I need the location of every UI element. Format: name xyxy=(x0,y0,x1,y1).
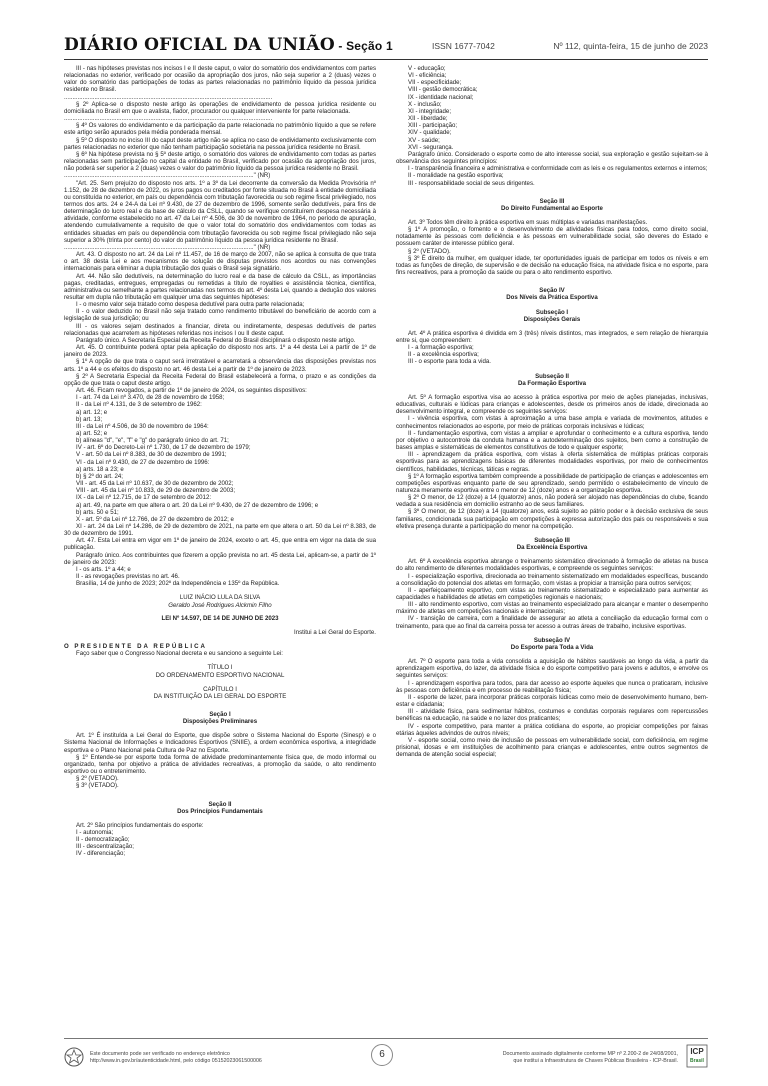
paragraph: III - nas hipóteses previstas nos incisos I e II deste caput, o valor do somatório dos endividamentos com partes relacionadas no exterior, verificado por ocasião da apropriação dos juros, não seja superior a 2 (duas) vezes o valor do somatório das participações de todas as partes relacionadas no patrimônio líquido da pessoa jurídica residente no Brasil. xyxy=(64,65,376,94)
paragraph: § 1º Entende-se por esporte toda forma de atividade predominantemente física que, de modo informal ou organizado, tenha por objetivo a prática de atividades recreativas, a promoção da saúde, o alto rendimento esportivo ou o entretenimento. xyxy=(64,753,376,776)
subsection-name: Disposições Gerais xyxy=(523,315,581,323)
list-item: I - os arts. 1º a 44; e xyxy=(76,565,131,573)
list-item: X - art. 5º da Lei nº 12.766, de 27 de dezembro de 2012; e xyxy=(76,515,234,523)
list-item: XIII - participação; xyxy=(408,122,458,130)
signature-note xyxy=(434,1051,678,1065)
paragraph: § 2º A Secretaria Especial da Receita Federal do Brasil estabelecerá a forma, o prazo e as condições da opção de que trata o caput deste artigo. xyxy=(64,372,376,387)
paragraph: § 2º O menor, de 12 (doze) a 14 (quatorze) anos, não poderá ser alojado nas dependências do clube, ficando vedada a sua residência em domicílio estranho ao de seus familiares. xyxy=(396,494,708,509)
page-footer xyxy=(64,1038,708,1070)
paragraph: Parágrafo único. Aos contribuintes que fizerem a opção prevista no art. 45 desta Lei, aplicam-se, a partir de 1º de janeiro de 2023: xyxy=(64,551,376,566)
paragraph: § 2º (VETADO). xyxy=(76,775,119,783)
paragraph: Art. 6º A excelência esportiva abrange o treinamento sistemático direcionado à formação de atletas na busca do alto rendimento de diferentes modalidades esportivas, e compreende os seguintes serviços: xyxy=(396,558,708,573)
chapter-heading: CAPÍTULO I xyxy=(203,685,237,693)
paragraph: I - o mesmo valor seja tratado como despesa dedutível para outra parte relacionada; xyxy=(76,301,305,309)
paragraph: § 3º É direito da mulher, em qualquer idade, ter oportunidades iguais de participar em todos os níveis e em todas as funções de direção, de supervisão e de decisão na educação física, na atividade física e no esporte, para fins recreativos, para a promoção da saúde ou para o alto rendimento esportivo. xyxy=(396,254,708,277)
list-item: I - art. 74 da Lei nº 3.470, de 28 de novembro de 1958; xyxy=(76,394,225,402)
list-item: I - a formação esportiva; xyxy=(408,344,474,352)
svg-text:ICP: ICP xyxy=(690,1047,704,1056)
paragraph: Faço saber que o Congresso Nacional decreta e eu sanciono a seguinte Lei: xyxy=(76,650,283,658)
page-header xyxy=(64,30,708,60)
list-item: I - especialização esportiva, direcionada ao treinamento sistematizado em modalidades específicas, buscando a consolidação do potencial dos atletas em formação, com vistas a propiciar a transição para outros serviços; xyxy=(396,572,708,587)
section-label: - Seção 1 xyxy=(334,39,393,53)
subsection-heading: Subseção I xyxy=(535,308,569,316)
paragraph: Art. 44. Não são dedutíveis, na determinação do lucro real e da base de cálculo da CSLL, as importâncias pagas, creditadas, entregues, empregadas ou remetidas a título de royalties e assistência técnica, científica, administrativa ou semelhante a partes relacionadas nos termos do art. 4º desta Lei, quando a dedução dos valores resultar em dupla não tributação em qualquer uma das seguintes hipóteses: xyxy=(64,272,376,301)
list-item: IX - identidade nacional; xyxy=(408,93,474,101)
ellipsis-line: ................................................................................................................" (NR) xyxy=(64,172,271,180)
paragraph: Art. 5º A formação esportiva visa ao acesso à prática esportiva por meio de ações planejadas, inclusivas, educativas, culturais e lúdicas para crianças e adolescentes, desde os primeiros anos de idade, direcionada ao desenvolvimento integral, e compreende os seguintes serviços: xyxy=(396,393,708,416)
law-title: LEI Nº 14.597, DE 14 DE JUNHO DE 2023 xyxy=(161,614,279,622)
list-item: V - educação; xyxy=(408,65,446,72)
section-heading: Seção III xyxy=(539,197,565,205)
paragraph: § 2º Aplica-se o disposto neste artigo às operações de endividamento de pessoa jurídica residente ou domiciliada no Brasil em que o avalista, fiador, procurador ou qualquer interveniente for parte relacionada. xyxy=(64,100,376,115)
list-item: b) § 2º do art. 24; xyxy=(76,472,123,480)
issue-info: Nº 112, quinta-feira, 15 de junho de 2023 xyxy=(553,41,708,51)
journal-title xyxy=(64,35,393,55)
paragraph: § 1º A promoção, o fomento e o desenvolvimento de atividades físicas para todos, como direito social, notadamente às pessoas com deficiência e às pessoas em vulnerabilidade social, são deveres do Estado e possuem caráter de interesse público geral. xyxy=(396,226,708,248)
left-column xyxy=(64,65,376,1025)
list-item: a) art. 52; e xyxy=(76,429,108,437)
list-item: III - alto rendimento esportivo, com vistas ao treinamento especializado para alcançar e manter o desempenho máximo de atletas em competições nacionais e internacionais; xyxy=(396,601,708,616)
list-item: VII - especificidade; xyxy=(408,79,462,87)
list-item: IV - transição de carreira, com a finalidade de assegurar ao atleta a conciliação da educação formal com o treinamento, para que ao final da carreira possa ter acesso a outras áreas de trabalho, inclusive esportivas. xyxy=(396,615,708,630)
list-item: a) art. 12; e xyxy=(76,408,108,416)
list-item: III - responsabilidade social de seus dirigentes. xyxy=(408,179,535,187)
list-item: VII - art. 45 da Lei nº 10.637, de 30 de dezembro de 2002; xyxy=(76,480,234,488)
section-name: Disposições Preliminares xyxy=(182,718,258,726)
subsection-heading: Subseção III xyxy=(534,536,570,544)
svg-text:Brasil: Brasil xyxy=(690,1058,704,1064)
verification-line: Este documento pode ser verificado no endereço eletrônico xyxy=(90,1051,230,1057)
list-item: II - da Lei nº 4.131, de 3 de setembro de 1962: xyxy=(76,401,202,409)
list-item: IV - art. 6º do Decreto-Lei nº 1.730, de 17 de dezembro de 1979; xyxy=(76,444,251,452)
signature-vice: Geraldo José Rodrigues Alckmin Filho xyxy=(168,601,272,609)
coat-of-arms-icon xyxy=(64,1047,84,1067)
paragraph: § 6º Na hipótese prevista no § 5º deste artigo, o somatório dos valores de endividamento com todas as partes relacionadas sem participação no capital da entidade no Brasil, verificado por ocasião da apropriação dos juros, não poderá ser superior a 2 (duas) vezes o valor do patrimônio líquido da pessoa jurídica residente no Brasil. xyxy=(64,150,376,173)
list-item: V - esporte social, como meio de inclusão de pessoas em vulnerabilidade social, com deficiência, em regime prisional, idosas e em instituições de acolhimento para crianças e adolescentes, entre outros segmentos de demanda de atenção social especial; xyxy=(396,736,708,759)
president-heading: O PRESIDENTE DA REPÚBLICA xyxy=(64,643,207,651)
date-line: Brasília, 14 de junho de 2023; 202º da Independência e 135º da República. xyxy=(76,580,280,588)
list-item: X - inclusão; xyxy=(408,100,442,108)
paragraph: § 2º (VETADO). xyxy=(408,247,451,255)
list-item: a) arts. 18 a 23; e xyxy=(76,465,124,473)
law-ementa: Institui a Lei Geral do Esporte. xyxy=(294,628,376,636)
paragraph: Art. 2º São princípios fundamentais do esporte: xyxy=(76,821,204,829)
list-item: I - aprendizagem esportiva para todos, para dar acesso ao esporte àqueles que nunca o praticaram, inclusive às pessoas com deficiência e em processo de reabilitação física; xyxy=(396,679,708,694)
section-name: Dos Níveis da Prática Esportiva xyxy=(506,294,598,302)
list-item: a) art. 49, na parte em que altera o art. 20 da Lei nº 9.430, de 27 de dezembro de 1996; e xyxy=(76,501,319,509)
signature-line: Documento assinado digitalmente conforme MP nº 2.200-2 de 24/08/2001, xyxy=(502,1051,678,1057)
list-item: I - transparência financeira e administrativa e conformidade com as leis e os regulamentos externos e internos; xyxy=(408,165,708,173)
paragraph: Art. 46. Ficam revogados, a partir de 1º de janeiro de 2024, os seguintes dispositivos: xyxy=(76,387,307,395)
chapter-name: DA INSTITUIÇÃO DA LEI GERAL DO ESPORTE xyxy=(153,692,287,700)
signature-line: que institui a Infraestrutura de Chaves Públicas Brasileira - ICP-Brasil. xyxy=(513,1058,678,1064)
signature-president: LUIZ INÁCIO LULA DA SILVA xyxy=(179,594,261,602)
paragraph: § 4º Os valores do endividamento e da participação da parte relacionada no patrimônio líquido a que se refere este artigo serão apurados pela média ponderada mensal. xyxy=(64,122,376,137)
list-item: I - vivência esportiva, com vistas à aproximação a uma base ampla e variada de movimentos, atitudes e conhecimentos relacionados ao esporte, por meio de práticas corporais inclusivas e lúdicas; xyxy=(396,415,708,430)
paragraph: Parágrafo único. A Secretaria Especial da Receita Federal do Brasil disciplinará o disposto neste artigo. xyxy=(76,336,356,344)
list-item: XIV - qualidade; xyxy=(408,129,452,137)
list-item: VIII - gestão democrática; xyxy=(408,86,478,94)
paragraph: II - o valor deduzido no Brasil não seja tratado como rendimento tributável do beneficiário de acordo com a legislação de sua jurisdição; ou xyxy=(64,308,376,323)
list-item: VI - da Lei nº 9.430, de 27 de dezembro de 1996: xyxy=(76,458,210,466)
ellipsis-line: ................................................................................................................" (NR) xyxy=(64,243,271,251)
section-heading: Seção IV xyxy=(539,287,565,295)
paragraph: § 1º A formação esportiva também compreende a possibilidade de participação de crianças e adolescentes em competições esportivas enquanto parte de seu aprendizado, sendo permitido o estabelecimento de vínculo de natureza meramente esportiva entre o menor de 12 (doze) anos e a organização esportiva. xyxy=(396,472,708,494)
paragraph: Art. 43. O disposto no art. 24 da Lei nº 11.457, de 16 de março de 2007, não se aplica à consulta de que trata o art. 38 desta Lei e aos mecanismos de solução de disputas previstos nos acordos ou nas convenções internacionais para eliminar a dupla tributação dos quais o Brasil seja signatário. xyxy=(64,251,376,273)
verification-note xyxy=(90,1051,360,1065)
list-item: II - aperfeiçoamento esportivo, com vistas ao treinamento sistematizado e especializado para aumentar as capacidades e habilidades de atletas em competições regionais e nacionais; xyxy=(396,586,708,601)
list-item: XI - art. 24 da Lei nº 14.286, de 29 de dezembro de 2021, na parte em que altera o art. 50 da Lei nº 8.383, de 30 de dezembro de 1991. xyxy=(64,523,376,538)
list-item: II - as revogações previstas no art. 46. xyxy=(76,573,180,581)
list-item: III - descentralização; xyxy=(76,843,134,851)
paragraph: Art. 45. O contribuinte poderá optar pela aplicação do disposto nos arts. 1º a 44 desta Lei a partir de 1º de janeiro de 2023. xyxy=(64,344,376,359)
list-item: III - atividade física, para sedimentar hábitos, costumes e condutas corporais regulares com repercussões benéficas na educação, na saúde e no lazer dos praticantes; xyxy=(396,708,708,723)
paragraph: "Art. 25. Sem prejuízo do disposto nos arts. 1º a 3º da Lei decorrente da conversão da Medida Provisória nº 1.152, de 28 de dezembro de 2022, os juros pagos ou creditados por fonte situada no Brasil à entidade domiciliada ou constituída no exterior, em país ou dependência com tributação favorecida ou sob regime fiscal privilegiado, nos termos dos arts. 24 e 24-A da Lei nº 9.430, de 27 de dezembro de 1996, somente serão dedutíveis, para fins de determinação do lucro real e da base de cálculo da CSLL, quando se verifique constituírem despesa necessária à atividade, conforme estabelecido no art. 47 da Lei nº 4.506, de 30 de novembro de 1964, no período de apuração, atendendo cumulativamente a requisito de que o valor total do somatório dos endividamentos com todas as entidades situadas em país ou dependência com tributação favorecida ou sob regime fiscal privilegiado não seja superior a 30% (trinta por cento) do valor do patrimônio líquido da pessoa jurídica residente no Brasil. xyxy=(64,179,376,244)
list-item: b) alíneas "d", "e", "f" e "g" do parágrafo único do art. 71; xyxy=(76,437,229,445)
section-name: Dos Princípios Fundamentais xyxy=(177,807,263,815)
list-item: VI - eficiência; xyxy=(408,72,447,80)
subsection-name: Do Esporte para Toda a Vida xyxy=(510,643,594,651)
list-item: II - fundamentação esportiva, com vistas a ampliar e aprofundar o conhecimento e a cultura esportiva, tendo por objetivo o autocontrole da conduta humana e a autodeterminação dos sujeitos, bem como a construção de bases amplas e sistemáticas de elementos constitutivos de todo e qualquer esporte; xyxy=(396,429,708,452)
list-item: XV - saúde; xyxy=(408,136,440,144)
list-item: b) art. 13; xyxy=(76,415,103,423)
list-item: XII - liberdade; xyxy=(408,115,448,123)
list-item: IX - da Lei nº 12.715, de 17 de setembro de 2012: xyxy=(76,494,212,502)
paragraph: III - os valores sejam destinados a financiar, direta ou indiretamente, despesas dedutíveis de partes relacionadas que acarretem as hipóteses referidas nos incisos I ou II deste caput. xyxy=(64,322,376,337)
ellipsis-line: ........................................................................................................................... xyxy=(64,115,273,123)
subsection-name: Da Formação Esportiva xyxy=(517,379,587,387)
list-item: III - o esporte para toda a vida. xyxy=(408,358,491,366)
paragraph: § 5º O disposto no inciso III do caput deste artigo não se aplica no caso de endividamento exclusivamente com partes relacionadas no exterior que não tenham participação societária na pessoa jurídica residente no Brasil. xyxy=(64,136,376,151)
list-item: IV - diferenciação; xyxy=(76,850,126,858)
section-name: Do Direito Fundamental ao Esporte xyxy=(501,204,603,212)
title-name: DO ORDENAMENTO ESPORTIVO NACIONAL xyxy=(155,671,285,679)
subsection-name: Da Excelência Esportiva xyxy=(516,544,588,552)
list-item: V - art. 50 da Lei nº 8.383, de 30 de dezembro de 1991; xyxy=(76,451,227,459)
list-item: II - a excelência esportiva; xyxy=(408,351,479,359)
list-item: XVI - segurança. xyxy=(408,143,454,151)
section-heading: Seção I xyxy=(209,710,231,718)
list-item: b) arts. 50 e 51; xyxy=(76,508,119,516)
section-heading: Seção II xyxy=(208,800,232,808)
paragraph: Art. 4º A prática esportiva é dividida em 3 (três) níveis distintos, mas integrados, e sem relação de hierarquia entre si, que compreendem: xyxy=(396,329,708,344)
right-column xyxy=(396,65,708,1025)
list-item: IV - esporte competitivo, para manter a prática cotidiana do esporte, ao propiciar competições por faixas etárias àqueles advindos de outros níveis; xyxy=(396,722,708,737)
subsection-heading: Subseção II xyxy=(535,372,569,380)
list-item: III - aprendizagem da prática esportiva, com vistas à oferta sistemática de múltiplas práticas corporais esportivas para as aprendizagens básicas de diferentes modalidades esportivas, por meio de conhecimentos científicos, habilidades, técnicas, táticas e regras. xyxy=(396,451,708,473)
paragraph: Art. 3º Todos têm direito à prática esportiva em suas múltiplas e variadas manifestações. xyxy=(408,218,648,226)
paragraph: Art. 7º O esporte para toda a vida consolida a aquisição de hábitos saudáveis ao longo da vida, a partir da aprendizagem esportiva, do lazer, da atividade física e do esporte competitivo para jovens e adultos, e envolve os seguintes serviços: xyxy=(396,658,708,680)
list-item: VIII - art. 45 da Lei nº 10.833, de 29 de dezembro de 2003; xyxy=(76,487,236,495)
verification-link[interactable]: http://www.in.gov.br/autenticidade.html, pelo código 05152023061500006 xyxy=(90,1058,262,1064)
paragraph: § 3º (VETADO). xyxy=(76,782,119,790)
paragraph: Art. 47. Esta Lei entra em vigor em 1º de janeiro de 2024, exceto o art. 45, que entra em vigor na data de sua publicação. xyxy=(64,537,376,552)
icp-brasil-logo-icon xyxy=(686,1044,708,1068)
list-item: I - autonomia; xyxy=(76,829,114,836)
ellipsis-line: ........................................................................................................................... xyxy=(64,93,273,101)
title-heading: TÍTULO I xyxy=(207,664,233,672)
list-item: II - esporte de lazer, para incorporar práticas corporais lúdicas como meio de desenvolvimento humano, bem-estar e cidadania; xyxy=(396,693,708,709)
paragraph: § 1º A opção de que trata o caput será irretratável e acarretará a observância das disposições previstas nos arts. 1º a 44 e os efeitos do disposto no art. 46 desta Lei a partir de 1º de janeiro de 2023. xyxy=(64,358,376,373)
list-item: XI - integridade; xyxy=(408,107,452,115)
issn: ISSN 1677-7042 xyxy=(432,41,495,51)
paragraph: Art. 1º É instituída a Lei Geral do Esporte, que dispõe sobre o Sistema Nacional do Esporte (Sinesp) e o Sistema Nacional de Informações e Indicadores Esportivos (SNIIE), a ordem econômica esportiva, a integridade esportiva e o Plano Nacional pela Cultura de Paz no Esporte. xyxy=(64,732,376,754)
list-item: II - moralidade na gestão esportiva; xyxy=(408,172,504,180)
paragraph: § 3º O menor, de 12 (doze) a 14 (quatorze) anos, está sujeito ao pátrio poder e à decisão exclusiva de seus familiares, condicionada sua participação em competições à expressa autorização dos pais ou responsáveis e sua efetiva presença durante a participação do menor na competição. xyxy=(396,508,708,530)
page-number: 6 xyxy=(371,1044,393,1066)
subsection-heading: Subseção IV xyxy=(533,636,571,644)
list-item: III - da Lei nº 4.506, de 30 de novembro de 1964: xyxy=(76,422,209,430)
list-item: II - democratização; xyxy=(76,836,130,844)
journal-name: DIÁRIO OFICIAL DA UNIÃO xyxy=(64,35,335,55)
paragraph: Parágrafo único. Considerado o esporte como de alto interesse social, sua exploração e gestão sujeitam-se à observância dos seguintes princípios: xyxy=(396,150,708,166)
